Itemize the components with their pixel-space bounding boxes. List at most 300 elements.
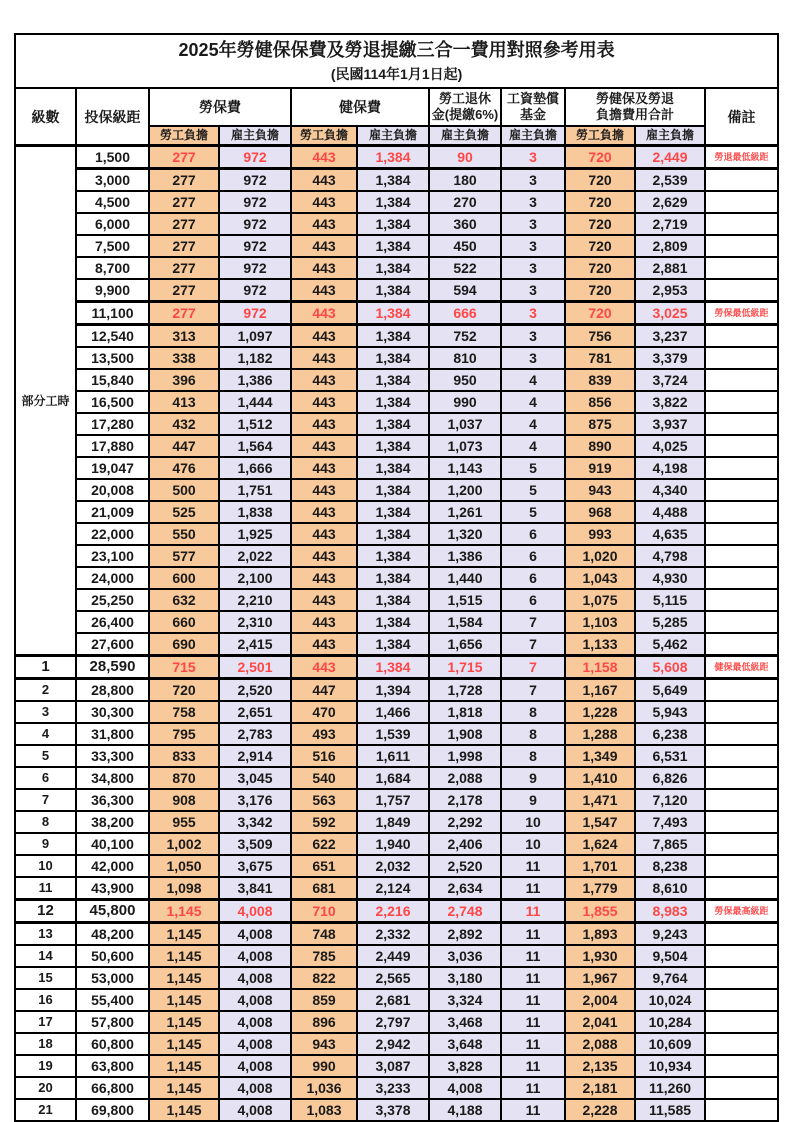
value-cell: 1,967 — [565, 967, 635, 989]
value-cell: 9,764 — [635, 967, 705, 989]
value-cell: 4,025 — [635, 435, 705, 457]
bracket-cell: 11,100 — [76, 302, 149, 325]
value-cell: 1,564 — [219, 435, 291, 457]
value-cell: 1,838 — [219, 501, 291, 523]
value-cell: 2,100 — [219, 567, 291, 589]
value-cell: 5,943 — [635, 701, 705, 723]
value-cell: 2,539 — [635, 169, 705, 192]
value-cell: 993 — [565, 523, 635, 545]
value-cell: 1,228 — [565, 701, 635, 723]
bracket-cell: 43,900 — [76, 877, 149, 900]
value-cell: 2,449 — [357, 945, 429, 967]
value-cell: 563 — [291, 789, 357, 811]
value-cell: 277 — [149, 169, 219, 192]
note-cell — [705, 833, 778, 855]
value-cell: 955 — [149, 811, 219, 833]
bracket-cell: 16,500 — [76, 391, 149, 413]
value-cell: 6,238 — [635, 723, 705, 745]
note-cell: 勞保最高級距 — [705, 900, 778, 923]
value-cell: 1,384 — [357, 302, 429, 325]
value-cell: 1,757 — [357, 789, 429, 811]
value-cell: 4,930 — [635, 567, 705, 589]
level-cell: 5 — [15, 745, 76, 767]
level-cell: 14 — [15, 945, 76, 967]
table-row — [15, 146, 778, 169]
value-cell: 1,384 — [357, 325, 429, 348]
value-cell: 3 — [501, 146, 565, 169]
value-cell: 277 — [149, 213, 219, 235]
title-cell — [15, 34, 778, 88]
table-row — [15, 347, 778, 369]
value-cell: 666 — [429, 302, 501, 325]
value-cell: 710 — [291, 900, 357, 923]
value-cell: 180 — [429, 169, 501, 192]
value-cell: 4,008 — [219, 1033, 291, 1055]
value-cell: 8,238 — [635, 855, 705, 877]
value-cell: 1,384 — [357, 501, 429, 523]
value-cell: 2,041 — [565, 1011, 635, 1033]
bracket-cell: 6,000 — [76, 213, 149, 235]
value-cell: 968 — [565, 501, 635, 523]
level-cell: 13 — [15, 923, 76, 946]
value-cell: 4,008 — [219, 967, 291, 989]
value-cell: 1,384 — [357, 191, 429, 213]
value-cell: 1,386 — [429, 545, 501, 567]
value-cell: 1,384 — [357, 391, 429, 413]
value-cell: 443 — [291, 479, 357, 501]
table-row — [15, 413, 778, 435]
table-row — [15, 479, 778, 501]
value-cell: 4,008 — [219, 945, 291, 967]
value-cell: 1,133 — [565, 633, 635, 656]
level-cell: 6 — [15, 767, 76, 789]
bracket-cell: 48,200 — [76, 923, 149, 946]
value-cell: 1,020 — [565, 545, 635, 567]
value-cell: 1,818 — [429, 701, 501, 723]
value-cell: 1,384 — [357, 213, 429, 235]
value-cell: 1,611 — [357, 745, 429, 767]
table-row — [15, 900, 778, 923]
note-cell — [705, 923, 778, 946]
value-cell: 1,471 — [565, 789, 635, 811]
bracket-cell: 66,800 — [76, 1077, 149, 1099]
table-row — [15, 457, 778, 479]
header-total: 勞健保及勞退 負擔費用合計 — [565, 88, 705, 126]
bracket-cell: 19,047 — [76, 457, 149, 479]
value-cell: 4,198 — [635, 457, 705, 479]
note-cell — [705, 1033, 778, 1055]
table-row — [15, 567, 778, 589]
bracket-cell: 8,700 — [76, 257, 149, 279]
table-row — [15, 191, 778, 213]
value-cell: 720 — [565, 302, 635, 325]
value-cell: 1,925 — [219, 523, 291, 545]
table-row — [15, 656, 778, 679]
value-cell: 3 — [501, 191, 565, 213]
note-cell: 勞保最低級距 — [705, 302, 778, 325]
value-cell: 2,953 — [635, 279, 705, 302]
bracket-cell: 40,100 — [76, 833, 149, 855]
value-cell: 1,539 — [357, 723, 429, 745]
title-row — [15, 34, 778, 88]
value-cell: 1,288 — [565, 723, 635, 745]
value-cell: 2,216 — [357, 900, 429, 923]
value-cell: 7,493 — [635, 811, 705, 833]
value-cell: 1,043 — [565, 567, 635, 589]
value-cell: 1,384 — [357, 369, 429, 391]
subheader-employer: 雇主負擔 — [501, 126, 565, 146]
value-cell: 500 — [149, 479, 219, 501]
value-cell: 3,828 — [429, 1055, 501, 1077]
value-cell: 493 — [291, 723, 357, 745]
value-cell: 7 — [501, 679, 565, 702]
value-cell: 720 — [565, 213, 635, 235]
value-cell: 622 — [291, 833, 357, 855]
value-cell: 9,504 — [635, 945, 705, 967]
value-cell: 4,188 — [429, 1099, 501, 1121]
level-cell: 19 — [15, 1055, 76, 1077]
table-row — [15, 169, 778, 192]
value-cell: 3 — [501, 169, 565, 192]
value-cell: 651 — [291, 855, 357, 877]
value-cell: 2,088 — [429, 767, 501, 789]
header-note: 備註 — [705, 88, 778, 146]
subheader-employer: 雇主負擔 — [635, 126, 705, 146]
value-cell: 632 — [149, 589, 219, 611]
value-cell: 11 — [501, 945, 565, 967]
note-cell — [705, 523, 778, 545]
note-cell — [705, 1011, 778, 1033]
value-cell: 1,145 — [149, 989, 219, 1011]
value-cell: 1,075 — [565, 589, 635, 611]
value-cell: 2,748 — [429, 900, 501, 923]
value-cell: 972 — [219, 191, 291, 213]
bracket-cell: 7,500 — [76, 235, 149, 257]
value-cell: 11 — [501, 1099, 565, 1121]
value-cell: 833 — [149, 745, 219, 767]
level-cell: 12 — [15, 900, 76, 923]
level-cell: 10 — [15, 855, 76, 877]
note-cell — [705, 369, 778, 391]
value-cell: 2,004 — [565, 989, 635, 1011]
value-cell: 1,666 — [219, 457, 291, 479]
value-cell: 9 — [501, 789, 565, 811]
value-cell: 1,751 — [219, 479, 291, 501]
value-cell: 8 — [501, 745, 565, 767]
value-cell: 4,340 — [635, 479, 705, 501]
value-cell: 11 — [501, 1033, 565, 1055]
value-cell: 470 — [291, 701, 357, 723]
value-cell: 443 — [291, 457, 357, 479]
table-row — [15, 611, 778, 633]
value-cell: 1,728 — [429, 679, 501, 702]
value-cell: 990 — [291, 1055, 357, 1077]
value-cell: 1,384 — [357, 633, 429, 656]
level-cell: 9 — [15, 833, 76, 855]
value-cell: 2,681 — [357, 989, 429, 1011]
value-cell: 10 — [501, 811, 565, 833]
note-cell — [705, 325, 778, 348]
value-cell: 1,684 — [357, 767, 429, 789]
value-cell: 313 — [149, 325, 219, 348]
table-row — [15, 833, 778, 855]
table-row — [15, 523, 778, 545]
bracket-cell: 20,008 — [76, 479, 149, 501]
level-cell: 20 — [15, 1077, 76, 1099]
value-cell: 3,237 — [635, 325, 705, 348]
bracket-cell: 13,500 — [76, 347, 149, 369]
bracket-cell: 69,800 — [76, 1099, 149, 1121]
value-cell: 3,180 — [429, 967, 501, 989]
level-cell: 7 — [15, 789, 76, 811]
bracket-cell: 57,800 — [76, 1011, 149, 1033]
value-cell: 90 — [429, 146, 501, 169]
value-cell: 1,145 — [149, 945, 219, 967]
value-cell: 443 — [291, 169, 357, 192]
value-cell: 4,008 — [219, 923, 291, 946]
value-cell: 540 — [291, 767, 357, 789]
value-cell: 5 — [501, 479, 565, 501]
value-cell: 1,893 — [565, 923, 635, 946]
value-cell: 1,940 — [357, 833, 429, 855]
note-cell — [705, 391, 778, 413]
bracket-cell: 23,100 — [76, 545, 149, 567]
value-cell: 1,849 — [357, 811, 429, 833]
table-row — [15, 789, 778, 811]
value-cell: 277 — [149, 235, 219, 257]
bracket-cell: 28,590 — [76, 656, 149, 679]
value-cell: 1,779 — [565, 877, 635, 900]
value-cell: 2,124 — [357, 877, 429, 900]
value-cell: 4 — [501, 391, 565, 413]
value-cell: 795 — [149, 723, 219, 745]
value-cell: 577 — [149, 545, 219, 567]
value-cell: 3 — [501, 257, 565, 279]
value-cell: 715 — [149, 656, 219, 679]
value-cell: 1,145 — [149, 967, 219, 989]
bracket-cell: 60,800 — [76, 1033, 149, 1055]
value-cell: 990 — [429, 391, 501, 413]
value-cell: 3,342 — [219, 811, 291, 833]
table-row — [15, 589, 778, 611]
bracket-cell: 26,400 — [76, 611, 149, 633]
value-cell: 950 — [429, 369, 501, 391]
value-cell: 908 — [149, 789, 219, 811]
value-cell: 2,629 — [635, 191, 705, 213]
table-row — [15, 767, 778, 789]
value-cell: 972 — [219, 279, 291, 302]
note-cell — [705, 611, 778, 633]
value-cell: 6 — [501, 567, 565, 589]
header-wage-fund: 工資墊償 基金 — [501, 88, 565, 126]
note-cell — [705, 633, 778, 656]
value-cell: 600 — [149, 567, 219, 589]
note-cell — [705, 989, 778, 1011]
value-cell: 8 — [501, 701, 565, 723]
value-cell: 875 — [565, 413, 635, 435]
value-cell: 6 — [501, 545, 565, 567]
value-cell: 3,468 — [429, 1011, 501, 1033]
table-row — [15, 279, 778, 302]
bracket-cell: 3,000 — [76, 169, 149, 192]
value-cell: 1,384 — [357, 169, 429, 192]
note-cell — [705, 1099, 778, 1121]
value-cell: 5,608 — [635, 656, 705, 679]
note-cell — [705, 279, 778, 302]
value-cell: 1,384 — [357, 257, 429, 279]
note-cell — [705, 457, 778, 479]
table-row — [15, 235, 778, 257]
value-cell: 6 — [501, 589, 565, 611]
note-cell — [705, 235, 778, 257]
value-cell: 2,310 — [219, 611, 291, 633]
table-row — [15, 501, 778, 523]
value-cell: 1,584 — [429, 611, 501, 633]
value-cell: 1,349 — [565, 745, 635, 767]
note-cell — [705, 945, 778, 967]
value-cell: 522 — [429, 257, 501, 279]
table-row — [15, 257, 778, 279]
subheader-employer: 雇主負擔 — [429, 126, 501, 146]
value-cell: 2,088 — [565, 1033, 635, 1055]
value-cell: 1,200 — [429, 479, 501, 501]
value-cell: 443 — [291, 567, 357, 589]
value-cell: 2,914 — [219, 745, 291, 767]
value-cell: 2,651 — [219, 701, 291, 723]
table-row — [15, 945, 778, 967]
table-row — [15, 1011, 778, 1033]
subheader-employer: 雇主負擔 — [219, 126, 291, 146]
value-cell: 2,634 — [429, 877, 501, 900]
table-row — [15, 302, 778, 325]
value-cell: 2,332 — [357, 923, 429, 946]
value-cell: 1,384 — [357, 279, 429, 302]
value-cell: 432 — [149, 413, 219, 435]
value-cell: 4,008 — [219, 1099, 291, 1121]
value-cell: 972 — [219, 302, 291, 325]
bracket-cell: 1,500 — [76, 146, 149, 169]
note-cell — [705, 191, 778, 213]
value-cell: 822 — [291, 967, 357, 989]
value-cell: 4,008 — [219, 1055, 291, 1077]
value-cell: 443 — [291, 325, 357, 348]
value-cell: 720 — [565, 279, 635, 302]
value-cell: 11 — [501, 967, 565, 989]
value-cell: 5 — [501, 501, 565, 523]
bracket-cell: 9,900 — [76, 279, 149, 302]
note-cell — [705, 213, 778, 235]
value-cell: 896 — [291, 1011, 357, 1033]
value-cell: 516 — [291, 745, 357, 767]
value-cell: 1,384 — [357, 457, 429, 479]
level-cell: 2 — [15, 679, 76, 702]
value-cell: 1,073 — [429, 435, 501, 457]
bracket-cell: 34,800 — [76, 767, 149, 789]
bracket-cell: 53,000 — [76, 967, 149, 989]
value-cell: 1,143 — [429, 457, 501, 479]
header-bracket: 投保級距 — [76, 88, 149, 146]
value-cell: 1,384 — [357, 567, 429, 589]
bracket-cell: 33,300 — [76, 745, 149, 767]
value-cell: 3,324 — [429, 989, 501, 1011]
value-cell: 10,284 — [635, 1011, 705, 1033]
bracket-cell: 55,400 — [76, 989, 149, 1011]
bracket-cell: 50,600 — [76, 945, 149, 967]
table-row — [15, 1033, 778, 1055]
value-cell: 720 — [149, 679, 219, 702]
value-cell: 1,512 — [219, 413, 291, 435]
value-cell: 1,145 — [149, 900, 219, 923]
value-cell: 1,050 — [149, 855, 219, 877]
note-cell — [705, 701, 778, 723]
value-cell: 11,260 — [635, 1077, 705, 1099]
value-cell: 1,715 — [429, 656, 501, 679]
value-cell: 4,008 — [219, 1077, 291, 1099]
note-cell — [705, 1077, 778, 1099]
value-cell: 1,384 — [357, 611, 429, 633]
value-cell: 2,892 — [429, 923, 501, 946]
value-cell: 1,444 — [219, 391, 291, 413]
bracket-cell: 28,800 — [76, 679, 149, 702]
value-cell: 11 — [501, 877, 565, 900]
table-row — [15, 877, 778, 900]
value-cell: 443 — [291, 257, 357, 279]
value-cell: 752 — [429, 325, 501, 348]
value-cell: 1,083 — [291, 1099, 357, 1121]
value-cell: 10,934 — [635, 1055, 705, 1077]
value-cell: 1,145 — [149, 1099, 219, 1121]
header-labor-fee: 勞保費 — [149, 88, 291, 126]
value-cell: 2,178 — [429, 789, 501, 811]
value-cell: 5 — [501, 457, 565, 479]
value-cell: 7,120 — [635, 789, 705, 811]
value-cell: 839 — [565, 369, 635, 391]
bracket-cell: 12,540 — [76, 325, 149, 348]
table-row — [15, 325, 778, 348]
value-cell: 7 — [501, 656, 565, 679]
value-cell: 972 — [219, 235, 291, 257]
bracket-cell: 21,009 — [76, 501, 149, 523]
value-cell: 2,181 — [565, 1077, 635, 1099]
value-cell: 3,937 — [635, 413, 705, 435]
value-cell: 3 — [501, 302, 565, 325]
value-cell: 11 — [501, 855, 565, 877]
value-cell: 6,531 — [635, 745, 705, 767]
value-cell: 2,292 — [429, 811, 501, 833]
level-cell: 1 — [15, 656, 76, 679]
bracket-cell: 36,300 — [76, 789, 149, 811]
value-cell: 550 — [149, 523, 219, 545]
value-cell: 2,449 — [635, 146, 705, 169]
value-cell: 360 — [429, 213, 501, 235]
table-row — [15, 701, 778, 723]
table-row — [15, 855, 778, 877]
part-time-merged-cell: 部分工時 — [15, 146, 76, 656]
value-cell: 3,176 — [219, 789, 291, 811]
value-cell: 1,384 — [357, 656, 429, 679]
value-cell: 443 — [291, 656, 357, 679]
note-cell — [705, 257, 778, 279]
value-cell: 277 — [149, 146, 219, 169]
bracket-cell: 15,840 — [76, 369, 149, 391]
value-cell: 870 — [149, 767, 219, 789]
value-cell: 856 — [565, 391, 635, 413]
value-cell: 1,103 — [565, 611, 635, 633]
value-cell: 3,841 — [219, 877, 291, 900]
value-cell: 8,983 — [635, 900, 705, 923]
value-cell: 443 — [291, 391, 357, 413]
value-cell: 2,022 — [219, 545, 291, 567]
